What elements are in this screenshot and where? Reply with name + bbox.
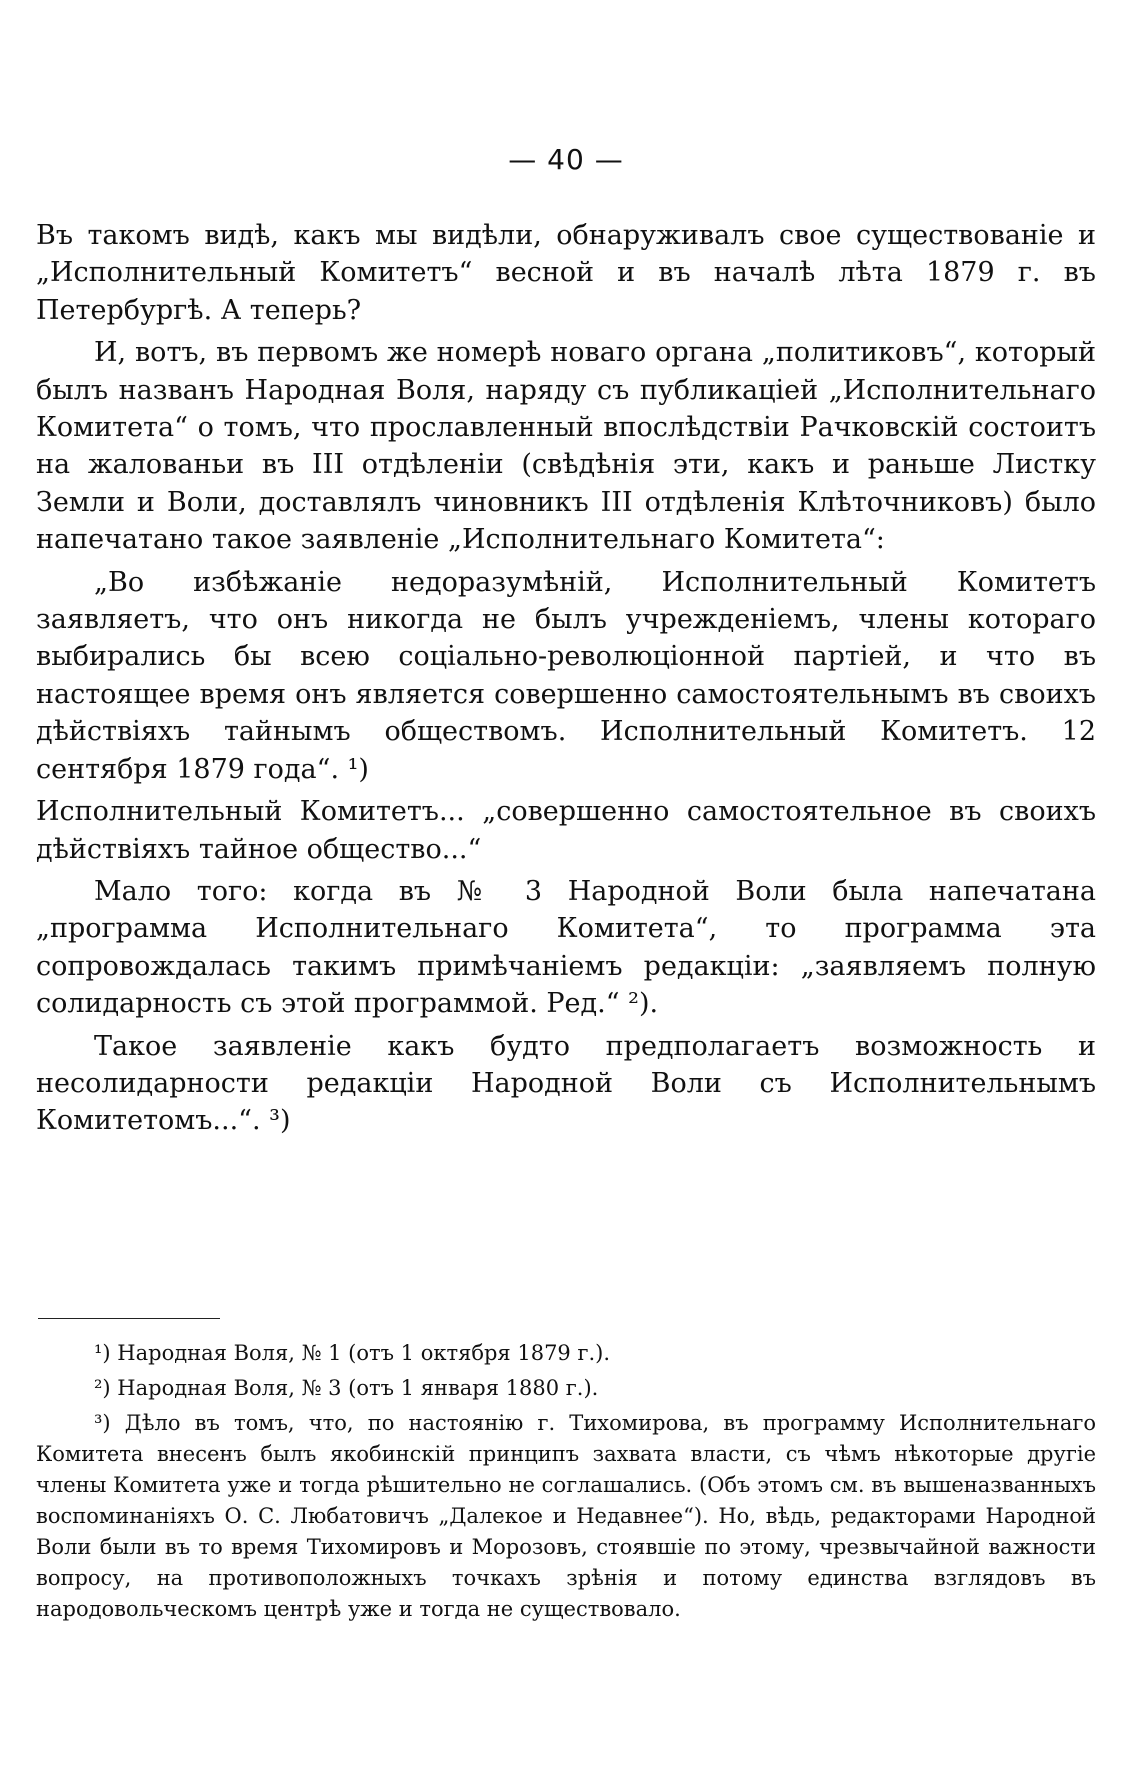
main-text [36, 217, 1096, 1140]
footnote-1: ¹) Народная Воля, № 1 (отъ 1 октября 1879 г.). [94, 1341, 611, 1365]
footnotes [36, 1338, 1096, 1629]
footnote-3: ³) Дѣло въ томъ, что, по настоянію г. Тихомирова, въ программу Исполнительнаго Комитета внесенъ былъ якобинскій принципъ захвата власти, съ чѣмъ нѣкоторые другіе члены Комитета уже и тогда рѣшительно не соглашались. (Объ этомъ см. въ вышеназванныхъ воспоминаніяхъ О. С. Любатовичъ „Далекое и Недавнее“). Но, вѣдь, редакторами Народной Воли были въ то время Тихомировъ и Морозовъ, стоявшіе по этому, чрезвычайной важности вопросу, на противоположныхъ точкахъ зрѣнія и потому единства взглядовъ въ народовольческомъ центрѣ уже и тогда не существовало. [36, 1411, 1096, 1621]
paragraph-2: И, вотъ, въ первомъ же номерѣ новаго органа „политиковъ“, который былъ названъ Народная Воля, наряду съ публикаціей „Исполнительнаго Комитета“ о томъ, что прославленный впослѣдствіи Рачковскій состоитъ на жалованьи въ III отдѣленіи (свѣдѣнія эти, какъ и раньше Листку Земли и Воли, доставлялъ чиновникъ III отдѣленія Клѣточниковъ) было напечатано такое заявленіе „Исполнительнаго Комитета“: [36, 337, 1096, 556]
paragraph-3-quote: „Во избѣжаніе недоразумѣній, Исполнительный Комитетъ заявляетъ, что онъ никогда не былъ учрежденіемъ, члены котораго выбирались бы всею соціально-революціонной партіей, и что въ настоящее время онъ является совершенно самостоятельнымъ въ своихъ дѣйствіяхъ тайнымъ обществомъ. Исполнительный Комитетъ. 12 сентября 1879 года“. ¹) [36, 566, 1096, 785]
paragraph-4: Исполнительный Комитетъ... „совершенно самостоятельное въ своихъ дѣйствіяхъ тайное общество...“ [36, 796, 1096, 865]
paragraph-5: Мало того: когда въ № 3 Народной Воли была напечатана „программа Исполнительнаго Комитета“, то программа эта сопровождалась такимъ примѣчаніемъ редакціи: „заявляемъ полную солидарность съ этой программой. Ред.“ ²). [36, 875, 1096, 1020]
paragraph-1: Въ такомъ видѣ, какъ мы видѣли, обнаруживалъ свое существованіе и „Исполнительный Комитетъ“ весной и въ началѣ лѣта 1879 г. въ Петербургѣ. А теперь? [36, 220, 1096, 326]
footnote-separator [38, 1318, 220, 1319]
footnote-2: ²) Народная Воля, № 3 (отъ 1 января 1880 г.). [94, 1376, 599, 1400]
book-page [36, 0, 1096, 1786]
paragraph-6: Такое заявленіе какъ будто предполагаетъ возможность и несолидарности редакціи Народной Воли съ Исполнительнымъ Комитетомъ...“. ³) [36, 1030, 1096, 1137]
page-number: — 40 — [508, 143, 624, 176]
